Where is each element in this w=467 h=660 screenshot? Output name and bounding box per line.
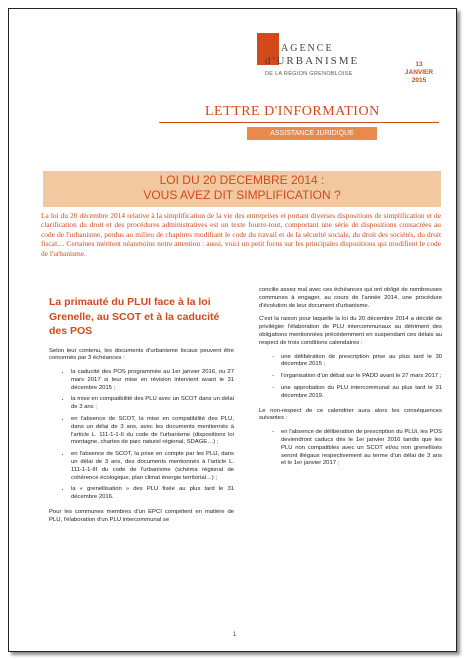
paragraph: C'est la raison pour laquelle la loi du 20 décembre 2014 a décidé de privilégier l'élaboration de PLU intercommunaux au détriment des obligations mentionnées précédemment en suspendant ces délais au respect de trois conditions calendaires : xyxy=(259,316,442,346)
section-heading: La primauté du PLUI face à la loi Grenelle, au SCOT et à la caducité des POS xyxy=(49,296,220,337)
logo-agence-text: AGENCE xyxy=(281,43,334,54)
logo-urbanisme-text: d'URBANISME xyxy=(265,55,360,67)
article-title-line2: VOUS AVEZ DIT SIMPLIFICATION ? xyxy=(143,188,341,202)
date-day: 13 xyxy=(415,61,423,68)
list-item: • en l'absence de SCOT, la mise en compatibilité des PLU, dans un délai de 3 ans, avec les documents mentionnés à l'article L. 111-1-1-II du code de l'urbanisme (dispositions loi montagne, chartes de parc naturel régional, SDAGE…) ; xyxy=(71,416,234,447)
document-page xyxy=(8,8,457,652)
list-item: - une approbation du PLU intercommunal au plus tard le 31 décembre 2019. xyxy=(281,385,442,401)
date-month: JANVIER xyxy=(404,69,434,76)
list-item: • la « grenellisation » des PLU fixée au plus tard le 31 décembre 2016. xyxy=(71,486,234,502)
left-column xyxy=(49,295,234,531)
paragraph: Selon leur contenu, les documents d'urbanisme locaux peuvent être concernés par 3 échéances : xyxy=(49,347,234,362)
deadline-list xyxy=(49,369,234,502)
issue-date xyxy=(399,61,439,85)
paragraph: concilie assez mal avec ces échéances qui ont obligé de nombreuses communes à engager, au cours de l'année 2014, une procédure d'évolution de leur document d'urbanisme. xyxy=(259,287,442,309)
intro-paragraph: La loi du 20 décembre 2014 relative à la simplification de la vie des entreprises et portant diverses dispositions de simplification et de clarification du droit et des procédures administratives est un texte fourre-tout, comportant une série de dispositions consacrées au code de l'urbanisme, perdus au milieu de chapitres modifiant le code du travail et de la sécurité sociale, du droit des sociétés, du droit fiscal… Certaines méritent néanmoins notre attention : aussi, voici un petit focus sur les principales dispositions qui modifient le code de l'urbanisme. xyxy=(41,211,441,258)
article-title-box xyxy=(43,171,441,207)
list-item: • la caducité des POS programmée au 1er janvier 2016, ou 27 mars 2017 si leur mise en révision intervient avant le 31 décembre 2015 ; xyxy=(71,369,234,392)
conditions-list xyxy=(259,354,442,401)
list-item: • la mise en compatibilité des PLU avec un SCOT dans un délai de 3 ans ; xyxy=(71,396,234,412)
list-item: - en l'absence de délibération de prescription du PLUi, les POS deviendront caducs dès le 1er janvier 2016 tandis que les PLU non compatibles avec un SCOT et/ou non grenellisés seront illégaux respectivement au terme d'un délai de 3 ans et le 1er janvier 2017 ; xyxy=(281,429,442,468)
article-title-line1: LOI DU 20 DECEMBRE 2014 : xyxy=(159,173,325,187)
list-item: - l'organisation d'un débat sur le PADD avant le 27 mars 2017 ; xyxy=(281,373,442,381)
section-banner: ASSISTANCE JURIDIQUE xyxy=(247,127,377,140)
date-year: 2015 xyxy=(411,77,427,84)
page-number: 1 xyxy=(233,632,237,638)
right-column xyxy=(259,287,442,475)
agency-logo xyxy=(257,33,377,105)
paragraph: Le non-respect de ce calendrier aura alors les conséquences suivantes : xyxy=(259,407,442,422)
list-item: • en l'absence de SCOT, la prise en compte par les PLU, dans un délai de 3 ans, des documents mentionnés à l'article L. 111-1-1-III du code de l'urbanisme (schéma régional de cohérence écologique, plan climat énergie territorial…) ; xyxy=(71,451,234,482)
header-divider xyxy=(159,122,439,123)
logo-region-text: DE LA RÉGION GRENOBLOISE xyxy=(265,71,353,77)
newsletter-title: LETTRE D'INFORMATION xyxy=(205,104,380,119)
list-item: - une délibération de prescription prise au plus tard le 30 décembre 2015 ; xyxy=(281,354,442,370)
paragraph: Pour les communes membres d'un EPCI compétent en matière de PLU, l'élaboration d'un PLU intercommunal se xyxy=(49,509,234,523)
consequences-list xyxy=(259,429,442,468)
